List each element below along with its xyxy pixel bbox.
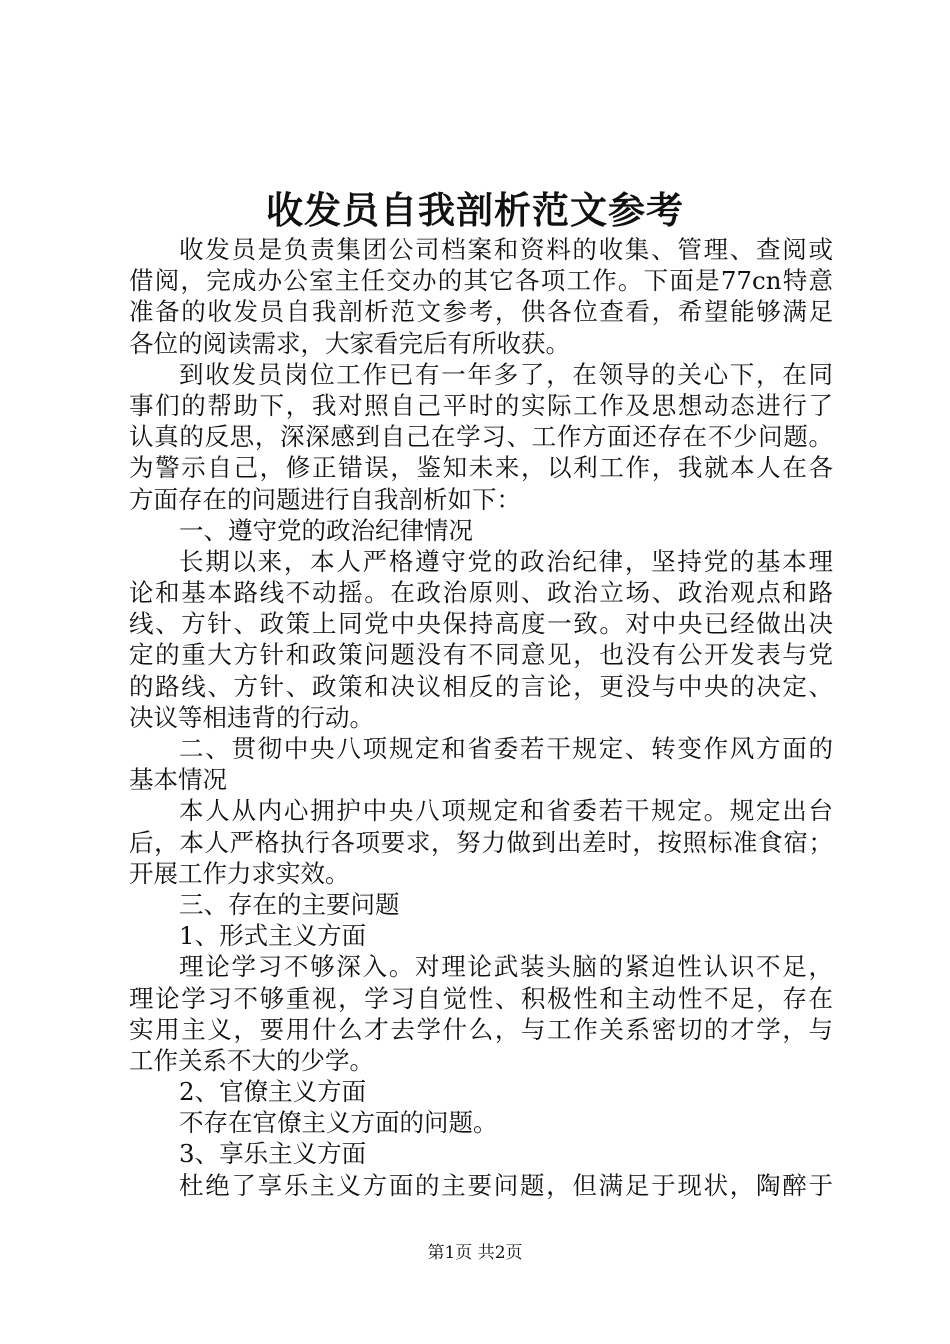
text-line: 长期以来，本人严格遵守党的政治纪律，坚持党的基本理 — [179, 546, 833, 576]
section-heading: 二、贯彻中央八项规定和省委若干规定、转变作风方面的 — [179, 734, 833, 763]
text-line: 事们的帮助下，我对照自己平时的实际工作及思想动态进行了 — [129, 390, 833, 420]
text-line: 到收发员岗位工作已有一年多了，在领导的关心下，在同 — [179, 359, 833, 389]
subsection-heading: 1、形式主义方面 — [179, 921, 367, 951]
text-line: 本人从内心拥护中央八项规定和省委若干规定。规定出台 — [179, 796, 833, 826]
text-line: 准备的收发员自我剖析范文参考，供各位查看，希望能够满足 — [129, 297, 833, 327]
text-line: 后，本人严格执行各项要求，努力做到出差时，按照标准食宿； — [129, 827, 833, 857]
subsection-heading: 3、享乐主义方面 — [179, 1139, 367, 1169]
text-line: 开展工作力求实效。 — [129, 858, 350, 888]
text-line: 的路线、方针、政策和决议相反的言论，更没与中央的决定、 — [129, 671, 833, 701]
section-heading: 三、存在的主要问题 — [179, 889, 400, 919]
text-line: 理论学习不够重视，学习自觉性、积极性和主动性不足，存在 — [129, 983, 833, 1013]
page-footer: 第1页 共2页 — [427, 1243, 523, 1263]
text-line: 各位的阅读需求，大家看完后有所收获。 — [129, 328, 570, 358]
text-line: 借阅，完成办公室主任交办的其它各项工作。下面是77cn特意 — [129, 266, 833, 296]
text-line: 论和基本路线不动摇。在政治原则、政治立场、政治观点和路 — [129, 578, 833, 608]
document-body — [129, 234, 833, 1201]
page-title: 收发员自我剖析范文参考 — [266, 188, 684, 232]
text-line: 线、方针、政策上同党中央保持高度一致。对中央已经做出决 — [129, 609, 833, 639]
text-line: 实用主义，要用什么才去学什么，与工作关系密切的才学，与 — [129, 1014, 833, 1044]
text-line: 理论学习不够深入。对理论武装头脑的紧迫性认识不足， — [179, 952, 833, 982]
text-line: 为警示自己，修正错误，鉴知未来，以利工作，我就本人在各 — [129, 453, 833, 483]
text-line: 决议等相违背的行动。 — [129, 702, 374, 732]
text-line: 工作关系不大的少学。 — [129, 1045, 374, 1075]
text-line: 认真的反思，深深感到自己在学习、工作方面还存在不少问题。 — [129, 422, 833, 452]
text-line: 收发员是负责集团公司档案和资料的收集、管理、查阅或 — [179, 235, 833, 264]
text-line: 不存在官僚主义方面的问题。 — [179, 1108, 498, 1138]
subsection-heading: 2、官僚主义方面 — [179, 1077, 367, 1107]
section-heading: 基本情况 — [129, 765, 227, 795]
section-heading: 一、遵守党的政治纪律情况 — [179, 515, 473, 545]
text-line: 定的重大方针和政策问题没有不同意见，也没有公开发表与党 — [129, 640, 833, 670]
text-line: 杜绝了享乐主义方面的主要问题，但满足于现状，陶醉于 — [179, 1170, 833, 1200]
text-line: 方面存在的问题进行自我剖析如下： — [129, 484, 521, 514]
